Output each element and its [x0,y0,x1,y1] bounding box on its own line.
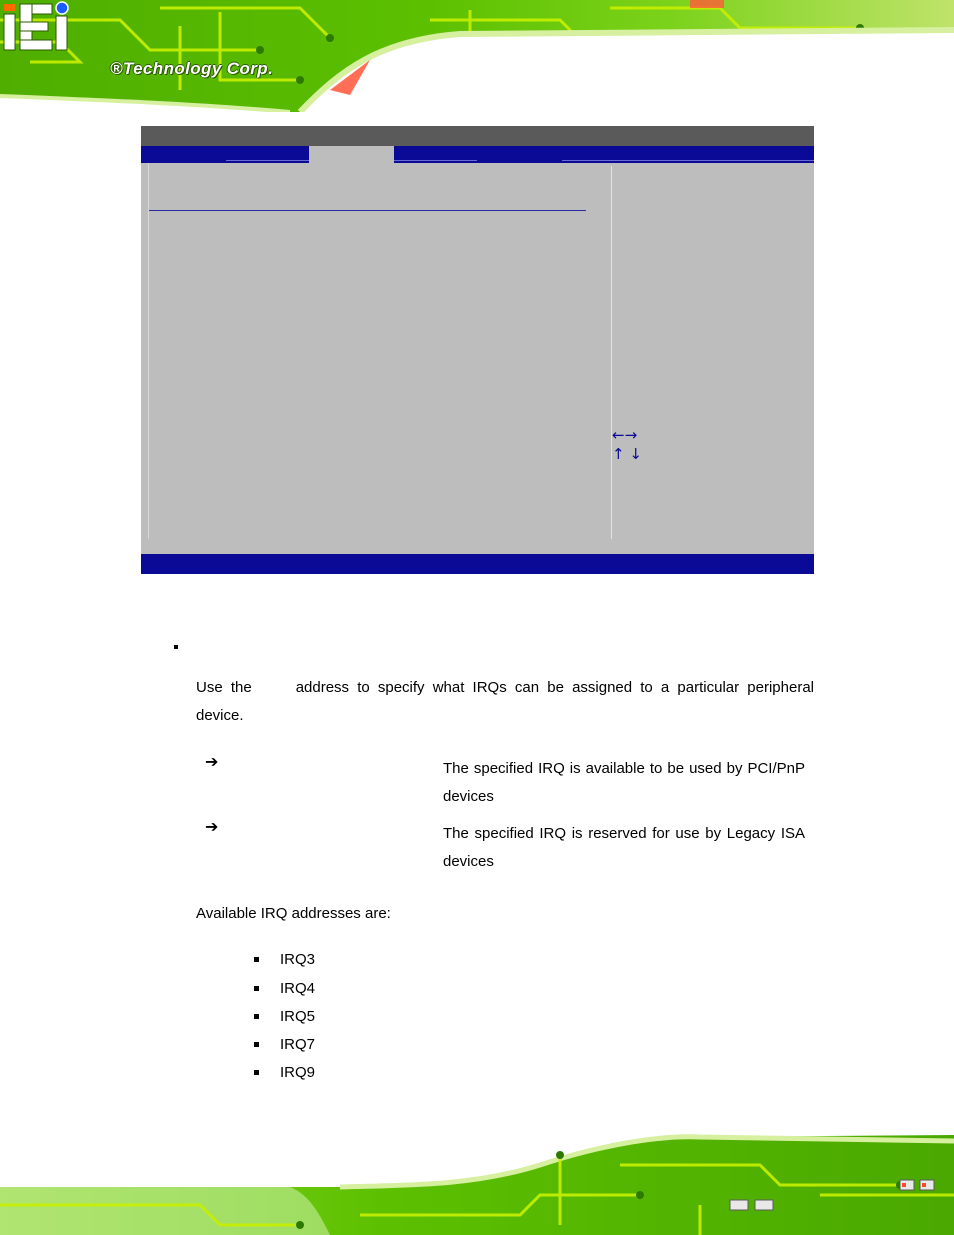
bios-title-bar [141,126,814,146]
irq-label: IRQ9 [280,1064,316,1081]
irq-label: IRQ5 [280,1008,316,1025]
circuit-board-header-graphic [0,0,954,112]
bios-tab-5[interactable] [477,146,562,163]
header-banner [0,0,954,112]
irq-label: IRQ7 [280,1036,316,1053]
irq-label: IRQ3 [280,951,316,968]
bios-settings-panel [148,163,614,539]
bios-panel-divider [611,166,612,539]
bios-menu-bar [141,146,814,163]
bios-help-panel [612,426,812,464]
list-bullet-icon [254,1070,259,1075]
available-irq-heading: Available IRQ addresses are: [196,905,391,922]
bios-tab-1[interactable] [141,146,226,163]
footer-banner [0,1125,954,1235]
bios-tab-8[interactable] [730,146,814,163]
left-right-arrow-icon: ←→ [612,426,638,444]
option-description-legacy: The specified IRQ is reserved for use by Legacy ISA devices [443,825,805,870]
section-bullet-icon [174,645,178,649]
intro-text-start: Use the [196,679,252,696]
up-down-arrow-icon: ↑ ↓ [612,445,642,463]
list-bullet-icon [254,986,259,991]
list-bullet-icon [254,1014,259,1019]
option-arrow-icon: ➔ [205,752,219,771]
option-arrow-icon: ➔ [205,817,219,836]
intro-text-end: address to specify what IRQs can be assigned to a particular peripheral device. [196,679,814,724]
list-bullet-icon [254,1042,259,1047]
bios-tab-7[interactable] [645,146,730,163]
bios-tab-6[interactable] [562,146,645,163]
bios-tab-2[interactable] [226,146,309,163]
irq-label: IRQ4 [280,980,316,997]
company-name: ®Technology Corp. [110,59,274,78]
option-description-pci: The specified IRQ is available to be used by PCI/PnP devices [443,760,805,805]
intro-paragraph [196,674,814,730]
bios-tab-4[interactable] [394,146,477,163]
bios-section-rule [149,210,586,211]
bios-tab-active[interactable] [309,146,394,163]
iei-logo-icon [0,0,72,52]
bios-setup-screenshot [141,126,814,574]
list-bullet-icon [254,957,259,962]
bios-status-bar [141,554,814,574]
circuit-board-footer-graphic [0,1125,954,1235]
